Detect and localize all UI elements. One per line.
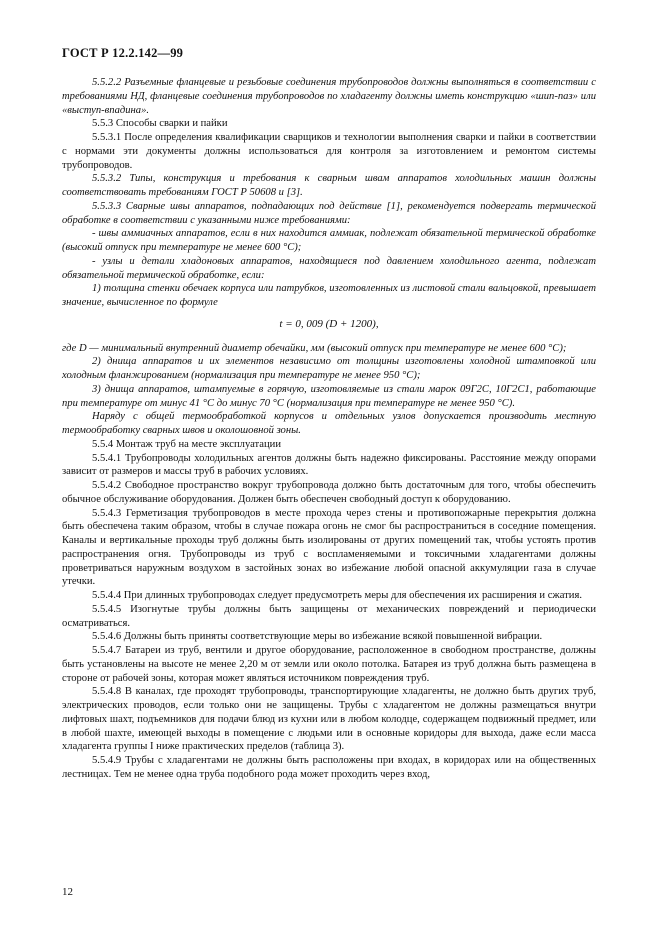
formula: t = 0, 009 (D + 1200), <box>279 317 379 330</box>
paragraph: 5.5.4.2 Свободное пространство вокруг трубопровода должно быть достаточным для того, чтобы обеспечить обычное обслуживание оборудования. Должен быть обеспечен свободный доступ к оборудованию. <box>62 480 596 505</box>
document-body <box>62 76 596 782</box>
list-item: 1) толщина стенки обечаек корпуса или патрубков, изготовленных из листовой стали вальцовкой, превышает значение, вычисленное по формуле <box>62 283 596 308</box>
paragraph: 5.5.4.4 При длинных трубопроводах следует предусмотреть меры для обеспечения их расширения и сжатия. <box>92 590 582 601</box>
paragraph: 5.5.4.5 Изогнутые трубы должны быть защищены от механических повреждений и периодически осматриваться. <box>62 603 596 629</box>
paragraph: 5.5.4.3 Герметизация трубопроводов в месте прохода через стены и противопожарные перекрытия должна быть обеспечена таким образом, чтобы в случае пожара огонь не смог бы распространиться в соседние помещения. Каналы и вертикальные проходы труб должны быть изолированы от других помещений так, чтобы устоять против распространения огня. Трубопроводы из труб с воспламеняемыми и токсичными хладагентами должны проветриваться наружным воздухом в застойных зонах во избежание любой опасной аккумуляции газа в случае утечки. <box>62 507 596 588</box>
paragraph: Наряду с общей термообработкой корпусов и отдельных узлов допускается производить местную термообработку сварных швов и околошовной зоны. <box>62 411 596 436</box>
paragraph: 5.5.4.1 Трубопроводы холодильных агентов должны быть надежно фиксированы. Расстояние между опорами зависит от размеров и массы труб в рабочих условиях. <box>62 452 596 478</box>
paragraph: 5.5.4.7 Батареи из труб, вентили и другое оборудование, расположенное в свободном пространстве, должны быть установлены на высоте не менее 2,20 м от земли или около потолка. Батарея из труб должна быть размещена в стороне от рабочей зоны, которая может являться источником повреждения труб. <box>62 645 596 684</box>
list-item: 3) днища аппаратов, штампуемые в горячую, изготовляемые из стали марок 09Г2С, 10Г2С1, работающие при температуре от минус 41 °С до минус 70 °С (нормализация при температуре не менее 950 °С). <box>62 383 596 409</box>
paragraph: где D — минимальный внутренний диаметр обечайки, мм (высокий отпуск при температуре не менее 600 °С); <box>62 342 567 354</box>
paragraph: 5.5.3.2 Типы, конструкция и требования к сварным швам аппаратов холодильных машин должны соответствовать требованиям ГОСТ Р 50608 и [3]. <box>62 173 596 198</box>
paragraph: 5.5.4.8 В каналах, где проходят трубопроводы, транспортирующие хладагенты, не должно быть других труб, электрических проводов, если только они не защищены. Трубы с хладагентом не должны размещаться внутри лифтовых шахт, подъемников для подачи блюд из кухни или в любом колодце, содержащем подвижный предмет, или в любой шахте, имеющей выходы в помещение с людьми или в основные коридоры для выхода, даже если масса хладагента группы I ниже практических пределов (таблица 3). <box>62 686 596 753</box>
page-number: 12 <box>62 886 73 898</box>
paragraph: 5.5.3.1 После определения квалификации сварщиков и технологии выполнения сварки и пайки в соответствии с нормами эти документы должны использоваться для контроля за изготовлением и ремонтом системы трубопроводов. <box>62 132 596 171</box>
paragraph: 5.5.3.3 Сварные швы аппаратов, подпадающих под действие [1], рекомендуется подвергать термической обработке в соответствии с указанными ниже требованиями: <box>62 200 596 226</box>
paragraph: 5.5.2.2 Разъемные фланцевые и резьбовые соединения трубопроводов должны выполняться в соответствии с требованиями НД, фланцевые соединения трубопроводов по хладагенту должны иметь конструкцию «шип-паз» или «выступ-впадина». <box>62 77 596 116</box>
list-item: - узлы и детали хладоновых аппаратов, находящиеся под давлением холодильного агента, подлежат обязательной термической обработке, если: <box>62 255 596 281</box>
paragraph: 5.5.4.6 Должны быть приняты соответствующие меры во избежание всякой повышенной вибрации. <box>92 631 543 643</box>
section-heading: 5.5.3 Способы сварки и пайки <box>92 118 228 130</box>
paragraph: 5.5.4.9 Трубы с хладагентами не должны быть расположены при входах, в коридорах или на общественных лестницах. Тем не менее одна труба подобного рода может проходить через вход, <box>62 755 596 780</box>
list-item: - швы аммиачных аппаратов, если в них находится аммиак, подлежат обязательной термической обработке (высокий отпуск при температуре не менее 600 °С); <box>62 228 596 253</box>
page-header: ГОСТ Р 12.2.142—99 <box>62 46 184 60</box>
section-heading: 5.5.4 Монтаж труб на месте эксплуатации <box>92 438 282 450</box>
list-item: 2) днища аппаратов и их элементов независимо от толщины изготовлены холодной штамповкой или холодным фланжированием (нормализация при температуре не менее 950 °С); <box>62 356 596 381</box>
